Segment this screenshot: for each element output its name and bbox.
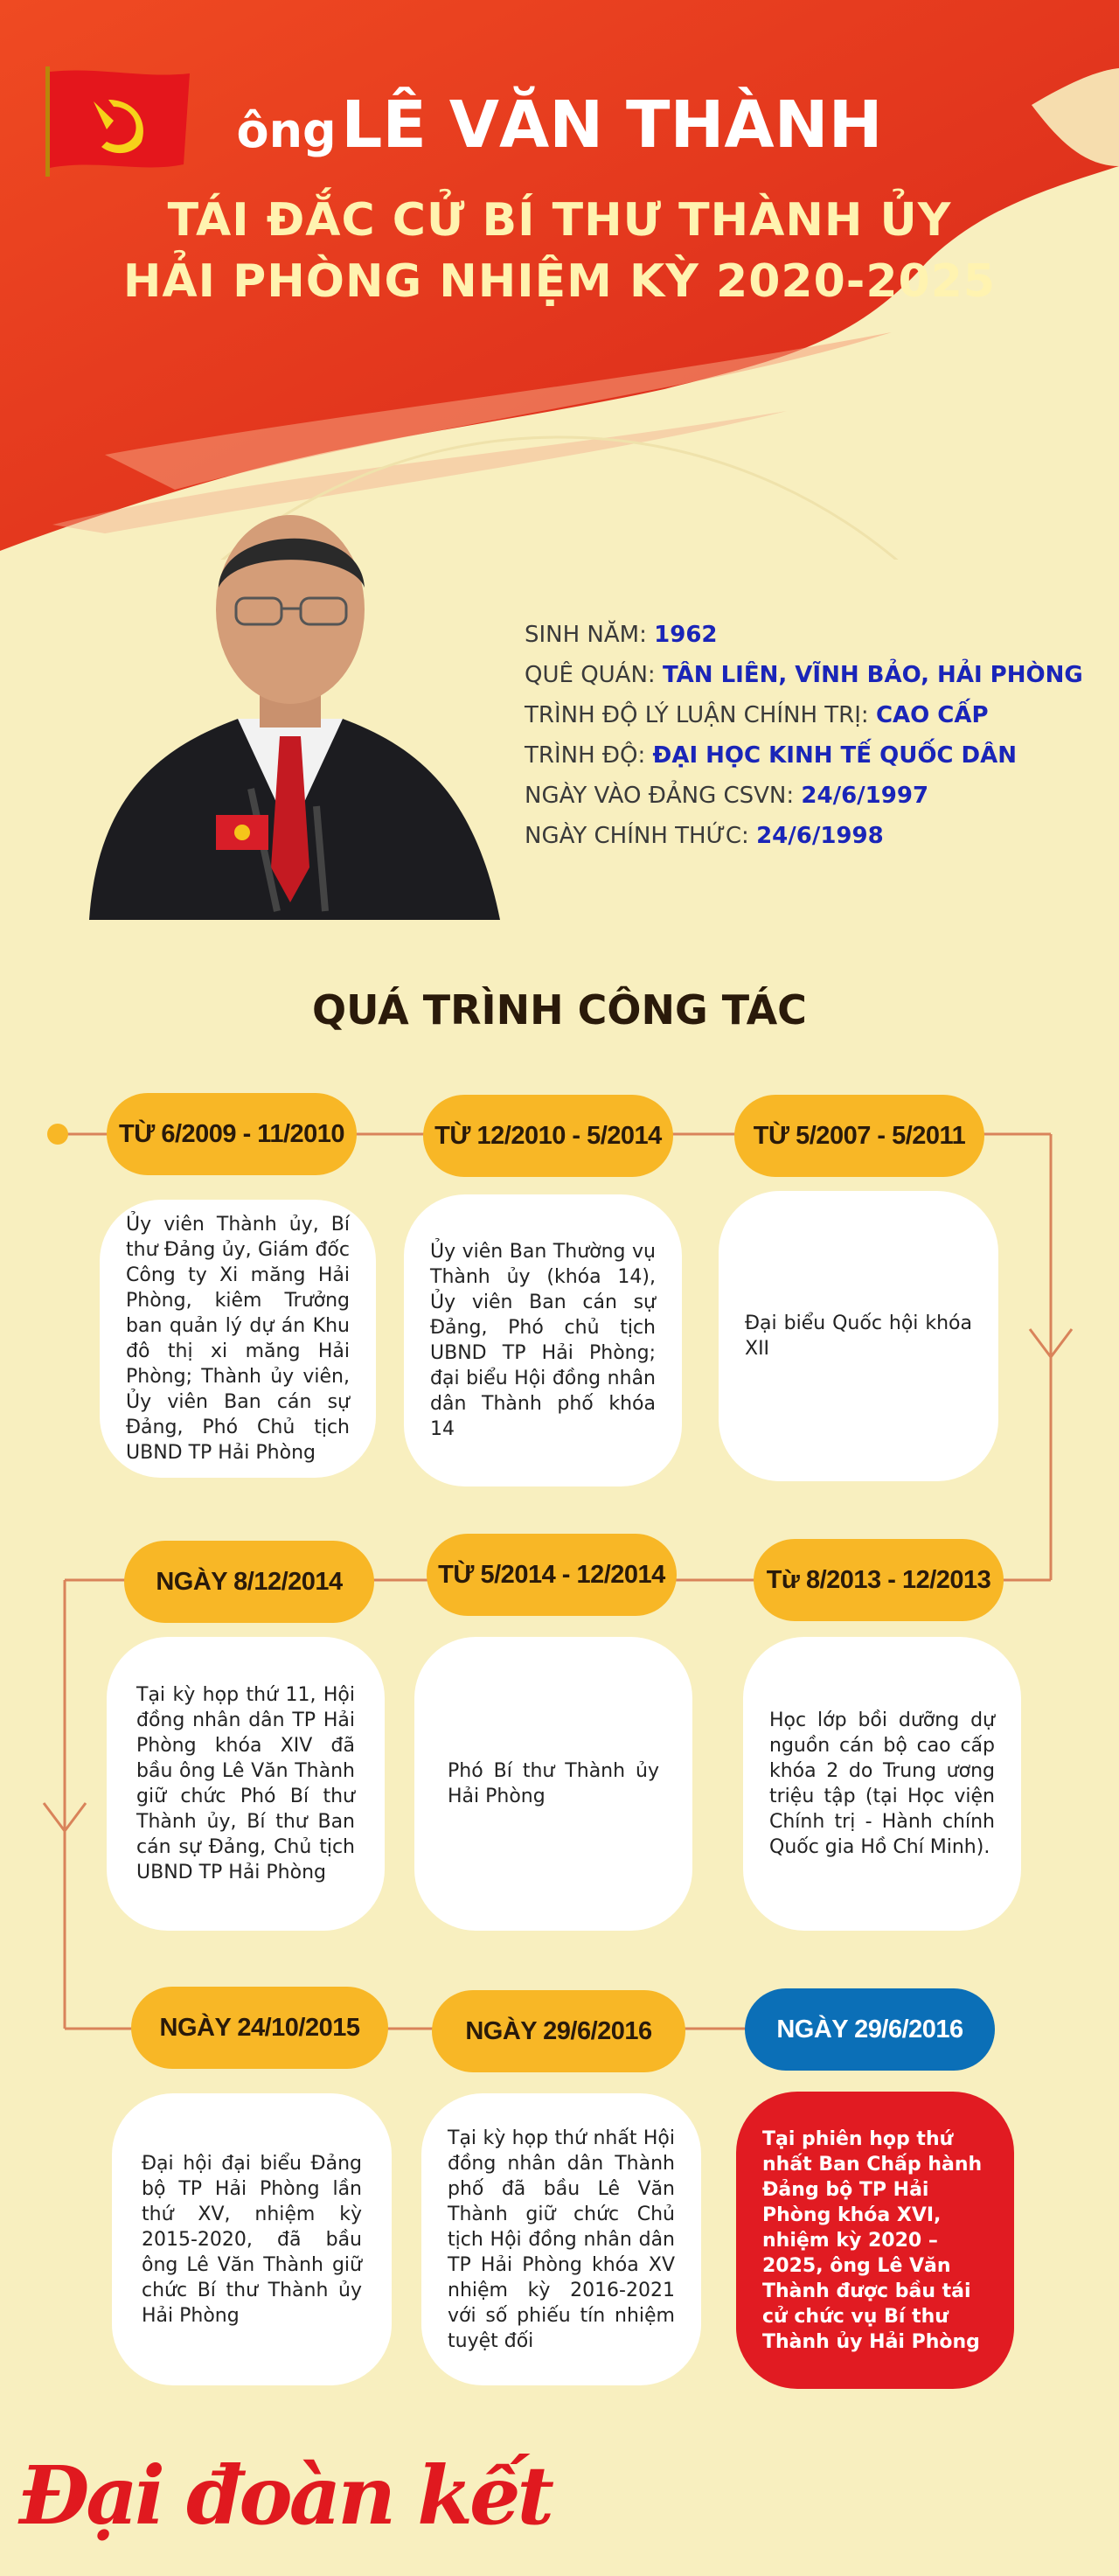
bio-row-official-date: NGÀY CHÍNH THỨC: 24/6/1998 [525, 823, 884, 849]
timeline-card-5: Phó Bí thư Thành ủy Hải Phòng [414, 1637, 692, 1931]
timeline-date-2: TỪ 12/2010 - 5/2014 [423, 1095, 673, 1177]
bio-row-party-join-date: NGÀY VÀO ĐẢNG CSVN: 24/6/1997 [525, 783, 929, 809]
bio-row-birth-year: SINH NĂM: 1962 [525, 622, 718, 648]
bio-row-political-theory: TRÌNH ĐỘ LÝ LUẬN CHÍNH TRỊ: CAO CẤP [525, 702, 989, 728]
timeline-date-1: TỪ 6/2009 - 11/2010 [107, 1093, 357, 1175]
timeline-card-3: Đại biểu Quốc hội khóa XII [719, 1191, 998, 1481]
section-title: QUÁ TRÌNH CÔNG TÁC [312, 986, 807, 1034]
bio-row-hometown: QUÊ QUÁN: TÂN LIÊN, VĨNH BẢO, HẢI PHÒNG [525, 662, 1083, 688]
timeline-card-7: Đại hội đại biểu Đảng bộ TP Hải Phòng lần thứ XV, nhiệm kỳ 2015-2020, đã bầu ông Lê Văn Thành giữ chức Bí thư Thành ủy Hải Phòng [112, 2093, 392, 2385]
subtitle-line-1: TÁI ĐẮC CỬ BÍ THƯ THÀNH ỦY [167, 194, 952, 247]
subtitle-line-2: HẢI PHÒNG NHIỆM KỲ 2020-2025 [122, 255, 997, 308]
timeline-card-2: Ủy viên Ban Thường vụ Thành ủy (khóa 14), Ủy viên Ban cán sự Đảng, Phó chủ tịch UBND TP Hải Phòng; đại biểu Hội đồng nhân dân Thành phố khóa 14 [404, 1194, 682, 1486]
timeline-card-1: Ủy viên Thành ủy, Bí thư Đảng ủy, Giám đốc Công ty Xi măng Hải Phòng, kiêm Trưởng ban quản lý dự án Khu đô thị xi măng Hải Phòng; Thành ủy viên, Ủy viên Ban cán sự Đảng, Phó Chủ tịch UBND TP Hải Phòng [100, 1200, 376, 1478]
title-prefix: ông [236, 103, 337, 158]
timeline-date-7: NGÀY 24/10/2015 [131, 1987, 388, 2069]
newspaper-logo: Đại đoàn kết [19, 2448, 551, 2543]
timeline-card-4: Học lớp bồi dưỡng dự nguồn cán bộ cao cấp khóa 2 do Trung ương triệu tập (tại Học viện Chính trị - Hành chính Quốc gia Hồ Chí Minh). [743, 1637, 1021, 1931]
timeline-date-4: Từ 8/2013 - 12/2013 [754, 1539, 1004, 1621]
title-name: LÊ VĂN THÀNH [341, 87, 883, 163]
timeline-date-8: NGÀY 29/6/2016 [432, 1990, 685, 2072]
timeline-date-5: TỪ 5/2014 - 12/2014 [427, 1534, 677, 1616]
bio-row-education: TRÌNH ĐỘ: ĐẠI HỌC KINH TẾ QUỐC DÂN [525, 742, 1018, 769]
timeline-card-8: Tại kỳ họp thứ nhất Hội đồng nhân dân Thành phố đã bầu Lê Văn Thành giữ chức Chủ tịch Hội đồng nhân dân TP Hải Phòng khóa XV nhiệm kỳ 2016-2021 với số phiếu tín nhiệm tuyệt đối [421, 2093, 701, 2385]
timeline-date-6: NGÀY 8/12/2014 [124, 1541, 374, 1623]
timeline-card-9: Tại phiên họp thứ nhất Ban Chấp hành Đảng bộ TP Hải Phòng khóa XVI, nhiệm kỳ 2020 – 2025, ông Lê Văn Thành được bầu tái cử chức vụ Bí thư Thành ủy Hải Phòng [736, 2092, 1014, 2389]
timeline-card-6: Tại kỳ họp thứ 11, Hội đồng nhân dân TP Hải Phòng khóa XIV đã bầu ông Lê Văn Thành giữ chức Phó Bí thư Thành ủy, Bí thư Ban cán sự Đảng, Chủ tịch UBND TP Hải Phòng [107, 1637, 385, 1931]
timeline-date-3: TỪ 5/2007 - 5/2011 [734, 1095, 984, 1177]
timeline-date-9: NGÀY 29/6/2016 [745, 1988, 995, 2071]
